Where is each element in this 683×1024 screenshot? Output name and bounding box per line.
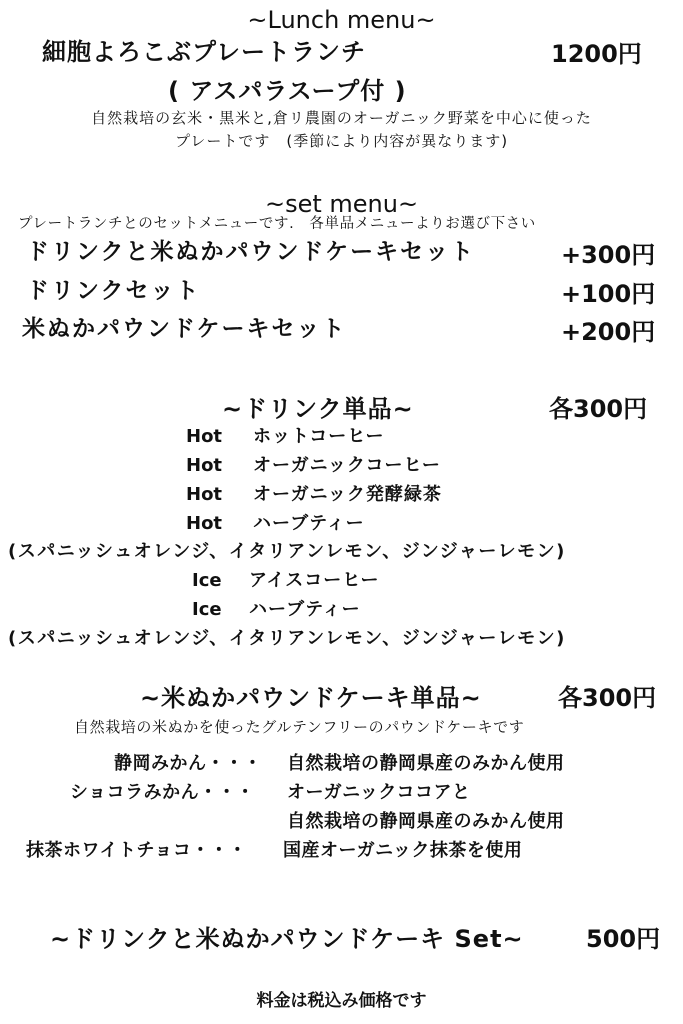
drink-type: Hot [186, 455, 223, 476]
herb-tea-flavors-ice: (スパニッシュオレンジ、イタリアンレモン、ジンジャーレモン) [8, 628, 566, 649]
drinks-price: 各300円 [549, 395, 648, 423]
lunch-heading: ~Lunch menu~ [247, 6, 436, 34]
drink-type: Hot [186, 513, 223, 534]
lunch-soup-note: ( アスパラスープ付 ) [168, 77, 407, 105]
set-menu-note: プレートランチとのセットメニューです. 各単品メニューよりお選び下さい [18, 216, 536, 232]
cake-heading: ~米ぬかパウンドケーキ単品~ [140, 684, 482, 712]
cake-item-name: 抹茶ホワイトチョコ・・・ [26, 840, 247, 861]
lunch-item-price: 1200円 [551, 40, 642, 68]
set-item-price: +100円 [561, 280, 656, 308]
lunch-description-line1: 自然栽培の玄米・黒米と,倉リ農園のオーガニック野菜を中心に使った [91, 109, 592, 127]
lunch-description-line2: プレートです (季節により内容が異なります) [174, 132, 509, 150]
drinks-heading: ~ドリンク単品~ [222, 395, 414, 423]
drink-name: ハーブティー [253, 513, 365, 534]
tax-note: 料金は税込み価格です [256, 991, 427, 1011]
herb-tea-flavors-hot: (スパニッシュオレンジ、イタリアンレモン、ジンジャーレモン) [8, 541, 566, 562]
set-item-name: ドリンクと米ぬかパウンドケーキセット [26, 239, 476, 265]
set-item-price: +200円 [561, 318, 656, 346]
drink-name: ハーブティー [249, 599, 361, 620]
set-item-name: 米ぬかパウンドケーキセット [22, 316, 347, 342]
combo-set-price: 500円 [586, 925, 661, 953]
set-item-price: +300円 [561, 241, 656, 269]
drink-name: アイスコーヒー [249, 570, 380, 591]
cake-item-name: ショコラみかん・・・ [70, 782, 255, 803]
drink-type: Hot [186, 426, 223, 447]
drink-type: Ice [192, 570, 222, 591]
cake-item-detail: 自然栽培の静岡県産のみかん使用 [287, 811, 565, 832]
cake-price: 各300円 [558, 684, 657, 712]
combo-set-label: ~ドリンクと米ぬかパウンドケーキ Set~ [50, 925, 524, 953]
drink-type: Hot [186, 484, 223, 505]
drink-type: Ice [192, 599, 222, 620]
cake-description: 自然栽培の米ぬかを使ったグルテンフリーのパウンドケーキです [74, 718, 525, 736]
lunch-item-name: 細胞よろこぶプレートランチ [42, 38, 367, 66]
set-menu-heading: ~set menu~ [264, 190, 419, 218]
drink-name: オーガニック発酵緑茶 [253, 484, 442, 505]
set-item-name: ドリンクセット [26, 278, 201, 304]
cake-item-detail: 国産オーガニック抹茶を使用 [283, 840, 523, 861]
cake-item-name: 静岡みかん・・・ [114, 753, 262, 774]
drink-name: ホットコーヒー [253, 426, 385, 447]
drink-name: オーガニックコーヒー [253, 455, 441, 476]
cake-item-detail: オーガニックココアと [287, 782, 471, 803]
cake-item-detail: 自然栽培の静岡県産のみかん使用 [287, 753, 565, 774]
